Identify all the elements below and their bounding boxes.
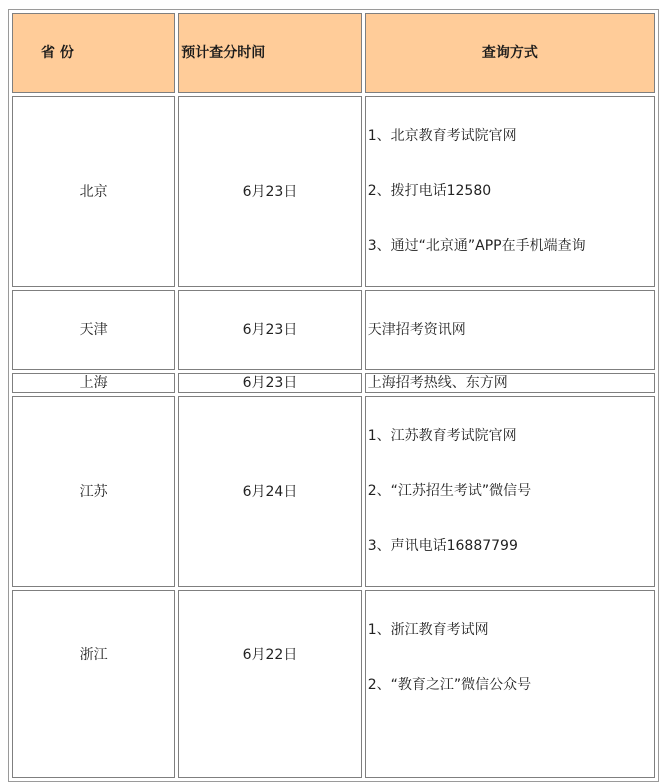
method-line: 1、江苏教育考试院官网: [367, 428, 517, 444]
method-cell: 上海招考热线、东方网: [365, 373, 655, 393]
table-row: [12, 290, 655, 370]
header-date: 预计查分时间: [178, 13, 361, 93]
method-line: 3、通过“北京通”APP在手机端查询: [367, 238, 586, 254]
table-row: [12, 96, 655, 287]
date-cell: 6月23日: [178, 96, 361, 287]
table-row: [12, 396, 655, 587]
date-cell: 6月23日: [178, 373, 361, 393]
header-row: [12, 13, 655, 93]
province-cell: 浙江: [12, 590, 175, 778]
method-cell: [365, 396, 655, 587]
score-query-table: [8, 9, 659, 782]
method-cell: [365, 590, 655, 778]
date-cell: 6月24日: [178, 396, 361, 587]
table-row: [12, 373, 655, 393]
header-method: 查询方式: [365, 13, 655, 93]
method-line: 2、拨打电话12580: [367, 183, 492, 199]
province-cell: 江苏: [12, 396, 175, 587]
method-cell: [365, 96, 655, 287]
date-cell: 6月23日: [178, 290, 361, 370]
date-cell: 6月22日: [178, 590, 361, 778]
method-line: 2、“教育之江”微信公众号: [367, 677, 532, 693]
method-line: 1、浙江教育考试网: [367, 622, 489, 638]
method-cell: 天津招考资讯网: [365, 290, 655, 370]
table-row: [12, 590, 655, 778]
method-line: 2、“江苏招生考试”微信号: [367, 483, 532, 499]
method-line: 1、北京教育考试院官网: [367, 128, 517, 144]
method-line: 3、声讯电话16887799: [367, 538, 518, 554]
header-province: 省 份: [12, 13, 175, 93]
province-cell: 上海: [12, 373, 175, 393]
province-cell: 北京: [12, 96, 175, 287]
province-cell: 天津: [12, 290, 175, 370]
